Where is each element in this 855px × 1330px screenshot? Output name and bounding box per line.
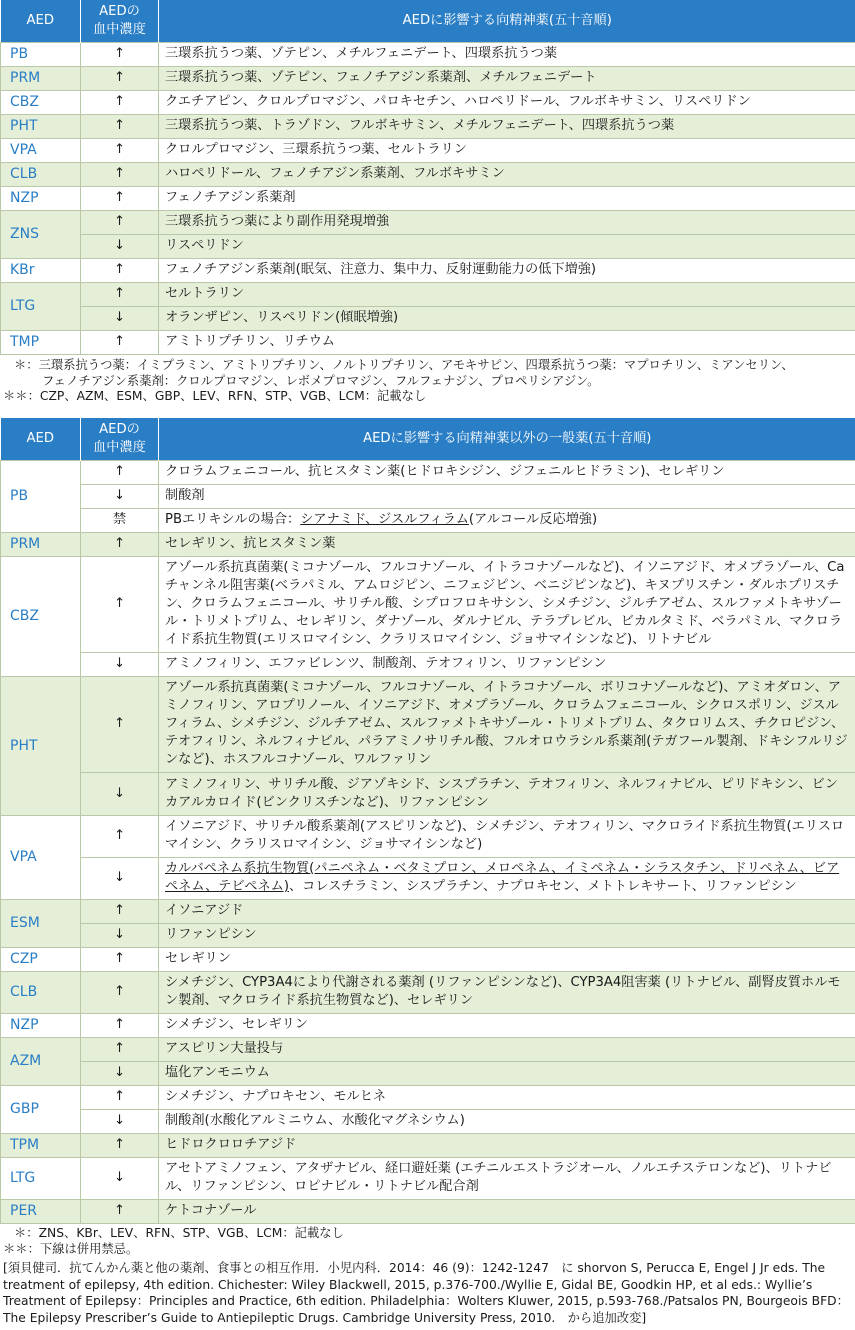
table-row [1, 186, 855, 210]
aed-name: KBr [1, 258, 81, 282]
aed-name: VPA [1, 138, 81, 162]
level-indicator: ↑ [81, 1199, 159, 1223]
level-indicator: ↑ [81, 114, 159, 138]
aed-name: TMP [1, 330, 81, 354]
level-indicator: ↑ [81, 947, 159, 971]
aed-name: TPM [1, 1133, 81, 1157]
drugs-column-header: AEDに影響する向精神薬以外の一般薬(五十音順) [159, 418, 855, 460]
level-indicator: ↑ [81, 899, 159, 923]
drug-list: 制酸剤 [159, 484, 855, 508]
level-indicator: ↑ [81, 1133, 159, 1157]
table-row [1, 1061, 855, 1085]
aed-name: PHT [1, 676, 81, 815]
table-row [1, 652, 855, 676]
aed-name: GBP [1, 1085, 81, 1133]
level-indicator: ↑ [81, 42, 159, 66]
table-row [1, 1157, 855, 1199]
aed-name: LTG [1, 1157, 81, 1199]
drug-list: フェノチアジン系薬剤 [159, 186, 855, 210]
aed-name: AZM [1, 1037, 81, 1085]
level-indicator: ↑ [81, 556, 159, 652]
drug-list: アミノフィリン、エファビレンツ、制酸剤、テオフィリン、リファンピシン [159, 652, 855, 676]
level-indicator: ↑ [81, 460, 159, 484]
aed-name: NZP [1, 1013, 81, 1037]
aed-name: PRM [1, 66, 81, 90]
table1-footnotes [0, 358, 855, 405]
drug-list: 三環系抗うつ薬、ゾテピン、メチルフェニデート、四環系抗うつ薬 [159, 42, 855, 66]
table-row [1, 971, 855, 1013]
drug-list: アミノフィリン、サリチル酸、ジアゾキシド、シスプラチン、テオフィリン、ネルフィナビル、ピリドキシン、ビンカアルカロイド(ビンクリスチンなど)、リファンピシン [159, 772, 855, 815]
footnote: ＊：三環系抗うつ薬：イミプラミン、アミトリプチリン、ノルトリプチリン、アモキサピン、四環系抗うつ薬：マプロチリン、ミアンセリン、 [14, 358, 794, 372]
drug-list: 三環系抗うつ薬、ゾテピン、フェノチアジン系薬剤、メチルフェニデート [159, 66, 855, 90]
aed-name: VPA [1, 815, 81, 899]
level-indicator: ↑ [81, 676, 159, 772]
drug-list: オランザピン、リスペリドン(傾眠増強) [159, 306, 855, 330]
level-indicator: ↑ [81, 330, 159, 354]
level-indicator: ↓ [81, 923, 159, 947]
footnote: ＊＊：下線は併用禁忌。 [3, 1241, 139, 1256]
level-column-header: AEDの 血中濃度 [81, 0, 159, 42]
aed-name: NZP [1, 186, 81, 210]
table-row [1, 772, 855, 815]
table-row [1, 234, 855, 258]
aed-name: PB [1, 460, 81, 532]
drug-list: PBエリキシルの場合：シアナミド、ジスルフィラム(アルコール反応増強) [159, 508, 855, 532]
aed-name: CLB [1, 162, 81, 186]
drug-list: 三環系抗うつ薬、トラゾドン、フルボキサミン、メチルフェニデート、四環系抗うつ薬 [159, 114, 855, 138]
level-indicator: ↓ [81, 306, 159, 330]
aed-name: CBZ [1, 90, 81, 114]
level-indicator: ↑ [81, 186, 159, 210]
level-indicator: ↑ [81, 532, 159, 556]
drug-list: 三環系抗うつ薬により副作用発現増強 [159, 210, 855, 234]
level-indicator: ↑ [81, 971, 159, 1013]
table-row [1, 1133, 855, 1157]
aed-name: CZP [1, 947, 81, 971]
level-indicator: ↓ [81, 234, 159, 258]
level-indicator: ↑ [81, 162, 159, 186]
table-row [1, 1199, 855, 1223]
drug-list: シメチジン、CYP3A4により代謝される薬剤 (リファンピシンなど)、CYP3A4阻害薬 (リトナビル、副腎皮質ホルモン製剤、マクロライド系抗生物質など)、セレギリン [159, 971, 855, 1013]
aed-name: CLB [1, 971, 81, 1013]
drug-list: セルトラリン [159, 282, 855, 306]
table-row [1, 484, 855, 508]
drug-list: クエチアピン、クロルプロマジン、パロキセチン、ハロペリドール、フルボキサミン、リスペリドン [159, 90, 855, 114]
drug-list: アミトリプチリン、リチウム [159, 330, 855, 354]
table-row [1, 42, 855, 66]
reference-citation: [須貝健司．抗てんかん薬と他の薬剤、食事との相互作用．小児内科．2014：46 (9)：1242-1247 に shorvon S, Perucca E, Engel J Jr eds. The treatment of epilepsy, 4th edition. Chichester: Wiley Blackwell, 2015, p.376-700./Wyllie E, Gidal BE, Goodkin HP, et al eds.: Wyllie’s Treatment of Epilepsy：Principles and Practice, 6th edition. Philadelphia：Wolters Kluwer, 2015, p.593-768./Patsalos PN, Bourgeois BFD：The Epilepsy Prescriber’s Guide to Antiepileptic Drugs. Cambridge University Press, 2010. から追加改変] [3, 1261, 849, 1326]
psychotropic-interaction-table [0, 0, 855, 355]
drug-list: カルバペネム系抗生物質(パニペネム・ベタミプロン、メロペネム、イミペネム・シラスタチン、ドリペネム、ビアペネム、テビペネム)、コレスチラミン、シスプラチン、ナプロキセン、メトトレキサート、リファンピシン [159, 857, 855, 899]
table-row [1, 508, 855, 532]
drug-list: シメチジン、セレギリン [159, 1013, 855, 1037]
table-row [1, 556, 855, 652]
aed-name: ESM [1, 899, 81, 947]
drug-list: イソニアジド、サリチル酸系薬剤(アスピリンなど)、シメチジン、テオフィリン、マクロライド系抗生物質(エリスロマイシン、クラリスロマイシン、ジョサマイシンなど) [159, 815, 855, 857]
drug-list: クロルプロマジン、三環系抗うつ薬、セルトラリン [159, 138, 855, 162]
table-row [1, 1037, 855, 1061]
drug-list: ケトコナゾール [159, 1199, 855, 1223]
table-row [1, 923, 855, 947]
level-indicator: ↑ [81, 1037, 159, 1061]
level-indicator: 禁 [81, 508, 159, 532]
table-row [1, 138, 855, 162]
table-row [1, 1109, 855, 1133]
aed-name: PB [1, 42, 81, 66]
table-row [1, 114, 855, 138]
table-row [1, 66, 855, 90]
level-indicator: ↑ [81, 210, 159, 234]
drug-list: イソニアジド [159, 899, 855, 923]
aed-column-header: AED [1, 0, 81, 42]
level-indicator: ↓ [81, 652, 159, 676]
drug-list: 制酸剤(水酸化アルミニウム、水酸化マグネシウム) [159, 1109, 855, 1133]
drug-list: ヒドロクロロチアジド [159, 1133, 855, 1157]
general-drug-interaction-table [0, 418, 855, 1224]
table-row [1, 857, 855, 899]
level-indicator: ↑ [81, 90, 159, 114]
table-row [1, 532, 855, 556]
table-row [1, 162, 855, 186]
level-indicator: ↓ [81, 1157, 159, 1199]
aed-name: ZNS [1, 210, 81, 258]
drug-list: ハロペリドール、フェノチアジン系薬剤、フルボキサミン [159, 162, 855, 186]
table-row [1, 1013, 855, 1037]
table-row [1, 306, 855, 330]
footnote: ＊＊：CZP、AZM、ESM、GBP、LEV、RFN、STP、VGB、LCM：記載なし [3, 389, 427, 403]
level-indicator: ↓ [81, 1061, 159, 1085]
drug-list: クロラムフェニコール、抗ヒスタミン薬(ヒドロキシジン、ジフェニルヒドラミン)、セレギリン [159, 460, 855, 484]
level-indicator: ↓ [81, 772, 159, 815]
aed-name: PRM [1, 532, 81, 556]
footnote: ＊：ZNS、KBr、LEV、RFN、STP、VGB、LCM：記載なし [14, 1226, 344, 1240]
drug-list: アゾール系抗真菌薬(ミコナゾール、フルコナゾール、イトラコナゾールなど)、イソニアジド、オメプラゾール、Caチャンネル阻害薬(ベラパミル、アムロジピン、ニフェジピン、ベニジピンなど)、キヌプリスチン・ダルホプリスチン、クロラムフェニコール、サリチル酸、シプロフロキサシン、シメチジン、ジルチアゼム、スルファメトキサゾール・トリメトプリム、セレギリン、ダナゾール、ダルナビル、テラプレビル、ビカルタミド、ベラパミル、マクロライド系抗生物質(エリスロマイシン、クラリスロマイシン、ジョサマイシンなど)、リトナビル [159, 556, 855, 652]
aed-name: PHT [1, 114, 81, 138]
level-indicator: ↑ [81, 1085, 159, 1109]
table-row [1, 1085, 855, 1109]
drugs-column-header: AEDに影響する向精神薬(五十音順) [159, 0, 855, 42]
table-row [1, 258, 855, 282]
footnote: フェノチアジン系薬剤：クロルプロマジン、レボメプロマジン、フルフェナジン、プロペリシアジン。 [42, 373, 600, 388]
drug-list: フェノチアジン系薬剤(眠気、注意力、集中力、反射運動能力の低下増強) [159, 258, 855, 282]
level-indicator: ↑ [81, 815, 159, 857]
table2-footnotes [0, 1226, 855, 1257]
table-row [1, 676, 855, 772]
table-row [1, 330, 855, 354]
drug-list: アスピリン大量投与 [159, 1037, 855, 1061]
drug-list: アゾール系抗真菌薬(ミコナゾール、フルコナゾール、イトラコナゾール、ボリコナゾールなど)、アミオダロン、アミノフィリン、アロプリノール、イソニアジド、オメプラゾール、クロラムフェニコール、シクロスポリン、ジスルフィラム、シメチジン、ジルチアゼム、スルファメトキサゾール・トリメトプリム、タクロリムス、チクロピジン、テオフィリン、ネルフィナビル、パラアミノサリチル酸、フルオロウラシル系薬剤(テガフール製剤、ドキシフルリジンなど)、ホスフルコナゾール、ワルファリン [159, 676, 855, 772]
table-row [1, 815, 855, 857]
table-row [1, 90, 855, 114]
level-indicator: ↓ [81, 857, 159, 899]
aed-column-header: AED [1, 418, 81, 460]
level-indicator: ↑ [81, 258, 159, 282]
table-row [1, 947, 855, 971]
drug-list: シメチジン、ナプロキセン、モルヒネ [159, 1085, 855, 1109]
level-column-header: AEDの 血中濃度 [81, 418, 159, 460]
aed-name: LTG [1, 282, 81, 330]
drug-list: 塩化アンモニウム [159, 1061, 855, 1085]
level-indicator: ↓ [81, 1109, 159, 1133]
drug-list: セレギリン [159, 947, 855, 971]
level-indicator: ↑ [81, 282, 159, 306]
level-indicator: ↑ [81, 138, 159, 162]
drug-list: リファンピシン [159, 923, 855, 947]
table-row [1, 460, 855, 484]
drug-list: アセトアミノフェン、アタザナビル、経口避妊薬 (エチニルエストラジオール、ノルエチステロンなど)、リトナビル、リファンピシン、ロピナビル・リトナビル配合剤 [159, 1157, 855, 1199]
level-indicator: ↑ [81, 66, 159, 90]
table-row [1, 282, 855, 306]
drug-list: リスペリドン [159, 234, 855, 258]
level-indicator: ↑ [81, 1013, 159, 1037]
level-indicator: ↓ [81, 484, 159, 508]
aed-name: CBZ [1, 556, 81, 676]
table-row [1, 210, 855, 234]
aed-name: PER [1, 1199, 81, 1223]
table-row [1, 899, 855, 923]
drug-list: セレギリン、抗ヒスタミン薬 [159, 532, 855, 556]
